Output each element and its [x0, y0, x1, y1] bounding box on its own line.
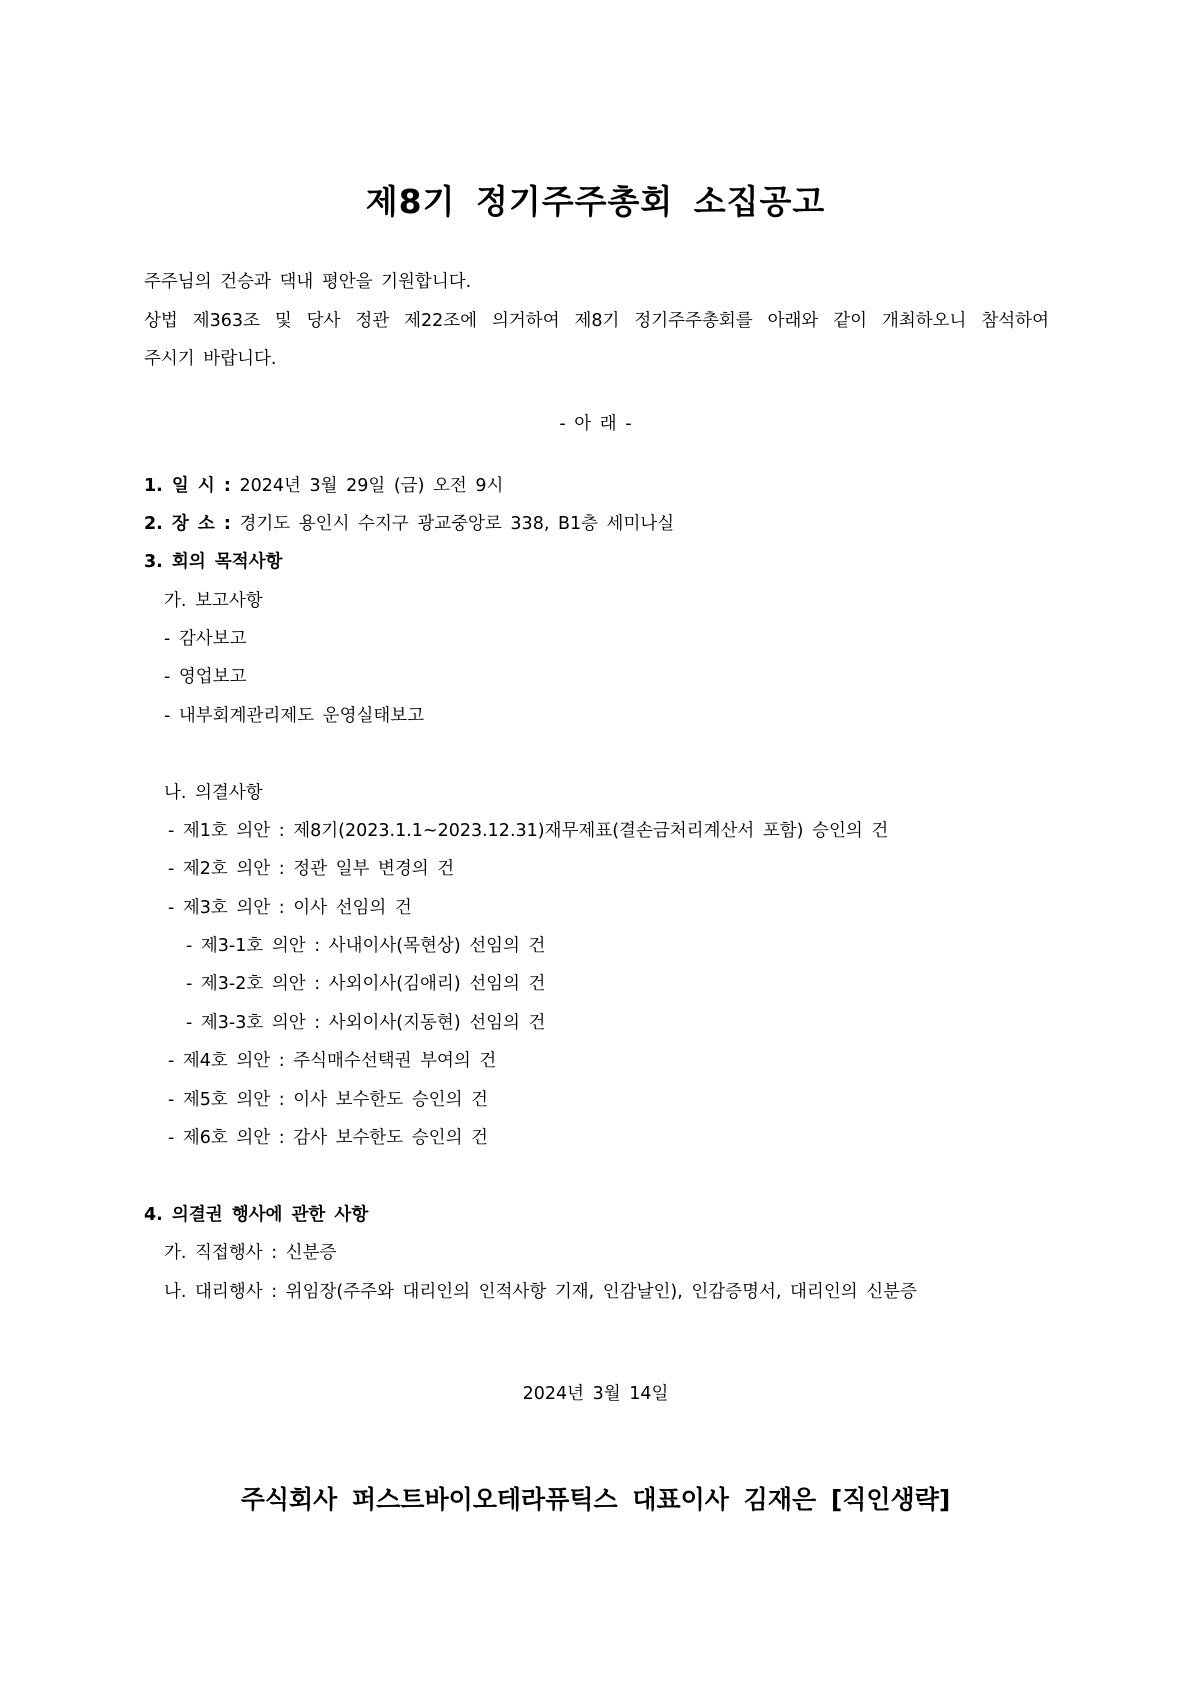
item2-value: 경기도 용인시 수지구 광교중앙로 338, B1층 세미나실 [239, 514, 675, 534]
page-title: 제8기 정기주주총회 소집공고 [365, 182, 826, 221]
report-heading: 가. 보고사항 [164, 591, 263, 611]
resolution-item: - 제2호 의안 : 정관 일부 변경의 건 [168, 859, 455, 879]
resolution-subitem: - 제3-1호 의안 : 사내이사(목현상) 선임의 건 [186, 936, 546, 956]
company-signature: 주식회사 퍼스트바이오테라퓨틱스 대표이사 김재은 [직인생략] [240, 1485, 951, 1514]
item3-label: 3. 회의 목적사항 [144, 552, 283, 572]
intro-line-2: 주시기 바랍니다. [144, 349, 277, 369]
resolution-subitem: - 제3-3호 의안 : 사외이사(지동현) 선임의 건 [186, 1013, 546, 1033]
greeting-text: 주주님의 건승과 댁내 평안을 기원합니다. [144, 272, 472, 292]
item4-label: 4. 의결권 행사에 관한 사항 [144, 1205, 369, 1225]
item2-row [144, 512, 674, 536]
report-item: - 내부회계관리제도 운영실태보고 [164, 706, 425, 726]
separator-text: - 아 래 - [559, 414, 632, 434]
resolution-item: - 제6호 의안 : 감사 보수한도 승인의 건 [168, 1128, 488, 1148]
resolution-item: - 제1호 의안 : 제8기(2023.1.1~2023.12.31)재무제표(결손금처리계산서 포함) 승인의 건 [168, 821, 889, 841]
item1-value: 2024년 3월 29일 (금) 오전 9시 [239, 476, 504, 496]
item1-row [144, 474, 503, 498]
resolution-item: - 제3호 의안 : 이사 선임의 건 [168, 898, 412, 918]
resolution-item: - 제4호 의안 : 주식매수선택권 부여의 건 [168, 1051, 497, 1071]
report-item: - 영업보고 [164, 667, 247, 687]
intro-line-1: 상법 제363조 및 당사 정관 제22조에 의거하여 제8기 정기주주총회를 아래와 같이 개최하오니 참석하여 [144, 311, 1049, 331]
resolution-item: - 제5호 의안 : 이사 보수한도 승인의 건 [168, 1090, 488, 1110]
item2-label: 2. 장 소 : [144, 514, 231, 534]
resolution-subitem: - 제3-2호 의안 : 사외이사(김애리) 선임의 건 [186, 974, 546, 994]
voting-proxy: 나. 대리행사 : 위임장(주주와 대리인의 인적사항 기재, 인감날인), 인감증명서, 대리인의 신분증 [164, 1282, 917, 1302]
report-item: - 감사보고 [164, 629, 247, 649]
notice-date: 2024년 3월 14일 [522, 1384, 669, 1404]
item1-label: 1. 일 시 : [144, 476, 231, 496]
voting-direct: 가. 직접행사 : 신분증 [164, 1243, 337, 1263]
resolution-heading: 나. 의결사항 [164, 783, 263, 803]
